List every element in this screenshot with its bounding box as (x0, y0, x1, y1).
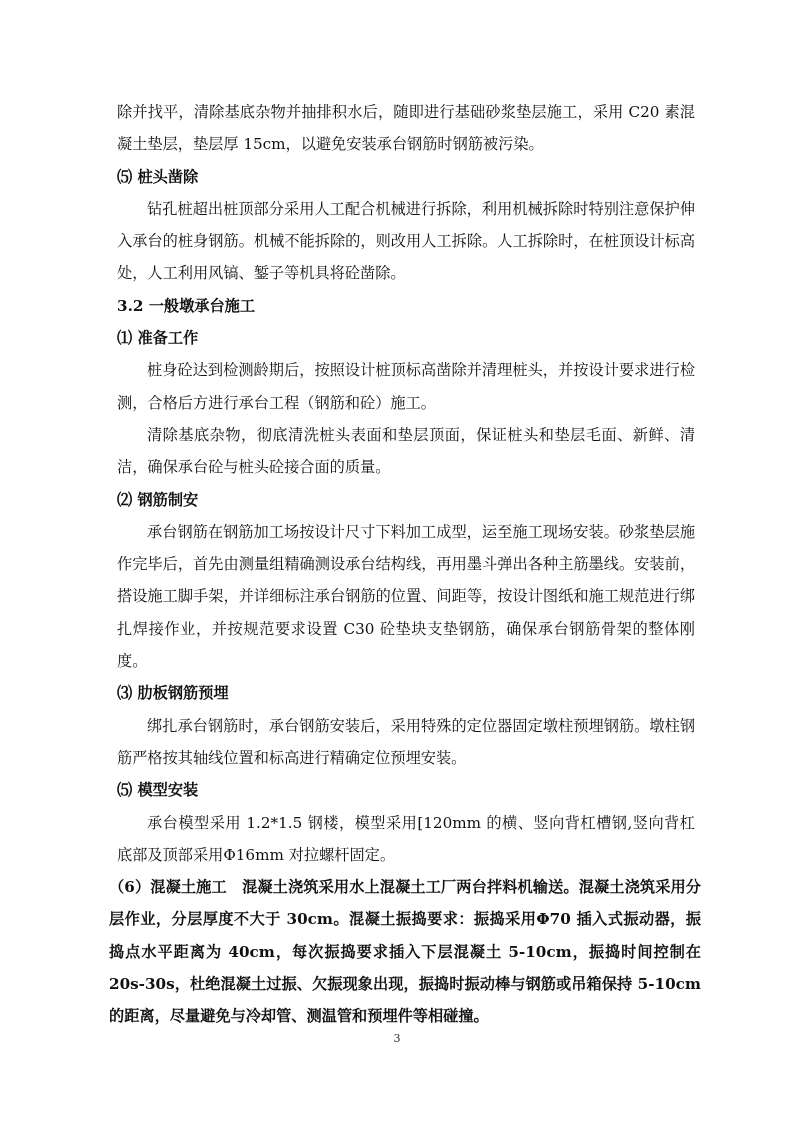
paragraph: 清除基底杂物，彻底清洗桩头表面和垫层顶面，保证桩头和垫层毛面、新鲜、清洁，确保承台砼与桩头砼接合面的质量。 (117, 425, 695, 477)
page-number: 3 (393, 1032, 401, 1045)
document-body (109, 96, 701, 1033)
paragraph: 承台钢筋在钢筋加工场按设计尺寸下料加工成型，运至施工现场安装。砂浆垫层施作完毕后，首先由测量组精确测设承台结构线，再用墨斗弹出各种主筋墨线。安装前，搭设施工脚手架，并详细标注承台钢筋的位置、间距等，按设计图纸和施工规范进行绑扎焊接作业，并按规范要求设置 C30 砼垫块支垫钢筋，确保承台钢筋骨架的整体刚度。 (117, 522, 695, 671)
paragraph-concrete-construction: （6）混凝土施工 混凝土浇筑采用水上混凝土工厂两台拌料机输送。混凝土浇筑采用分层作业，分层厚度不大于 30cm。混凝土振捣要求：振捣采用Φ70 插入式振动器，振捣点水平距离为 40cm，每次振捣要求插入下层混凝土 5-10cm，振捣时间控制在 20s-30s，杜绝混凝土过振、欠振现象出现，振捣时振动棒与钢筋或吊箱保持 5-10cm 的距离，尽量避免与冷却管、测温管和预埋件等相碰撞。 (109, 878, 701, 1026)
section-heading-preparation: ⑴ 准备工作 (117, 329, 199, 348)
section-heading-formwork-installation: ⑸ 模型安装 (117, 781, 199, 800)
paragraph: 承台模型采用 1.2*1.5 钢楼，模型采用[120mm 的横、竖向背杠槽钢,竖向背杠底部及顶部采用Φ16mm 对拉螺杆固定。 (117, 813, 695, 864)
paragraph: 桩身砼达到检测龄期后，按照设计桩顶标高凿除并清理桩头，并按设计要求进行检测，合格后方进行承台工程（钢筋和砼）施工。 (117, 361, 695, 412)
paragraph-continuation: 除并找平，清除基底杂物并抽排积水后，随即进行基础砂浆垫层施工，采用 C20 素混凝土垫层，垫层厚 15cm，以避免安装承台钢筋时钢筋被污染。 (117, 103, 695, 154)
section-heading-pile-head-removal: ⑸ 桩头凿除 (117, 167, 199, 186)
paragraph: 绑扎承台钢筋时，承台钢筋安装后，采用特殊的定位器固定墩柱预埋钢筋。墩柱钢筋严格按其轴线位置和标高进行精确定位预埋安装。 (117, 716, 695, 767)
section-heading-3-2: 3.2 一般墩承台施工 (117, 296, 256, 315)
section-heading-rib-rebar-embedding: ⑶ 肋板钢筋预埋 (117, 684, 229, 703)
paragraph: 钻孔桩超出桩顶部分采用人工配合机械进行拆除，利用机械拆除时特别注意保护伸入承台的桩身钢筋。机械不能拆除的，则改用人工拆除。人工拆除时，在桩顶设计标高处，人工利用风镐、錾子等机具将砼凿除。 (117, 199, 695, 283)
section-heading-rebar-installation: ⑵ 钢筋制安 (117, 490, 199, 509)
